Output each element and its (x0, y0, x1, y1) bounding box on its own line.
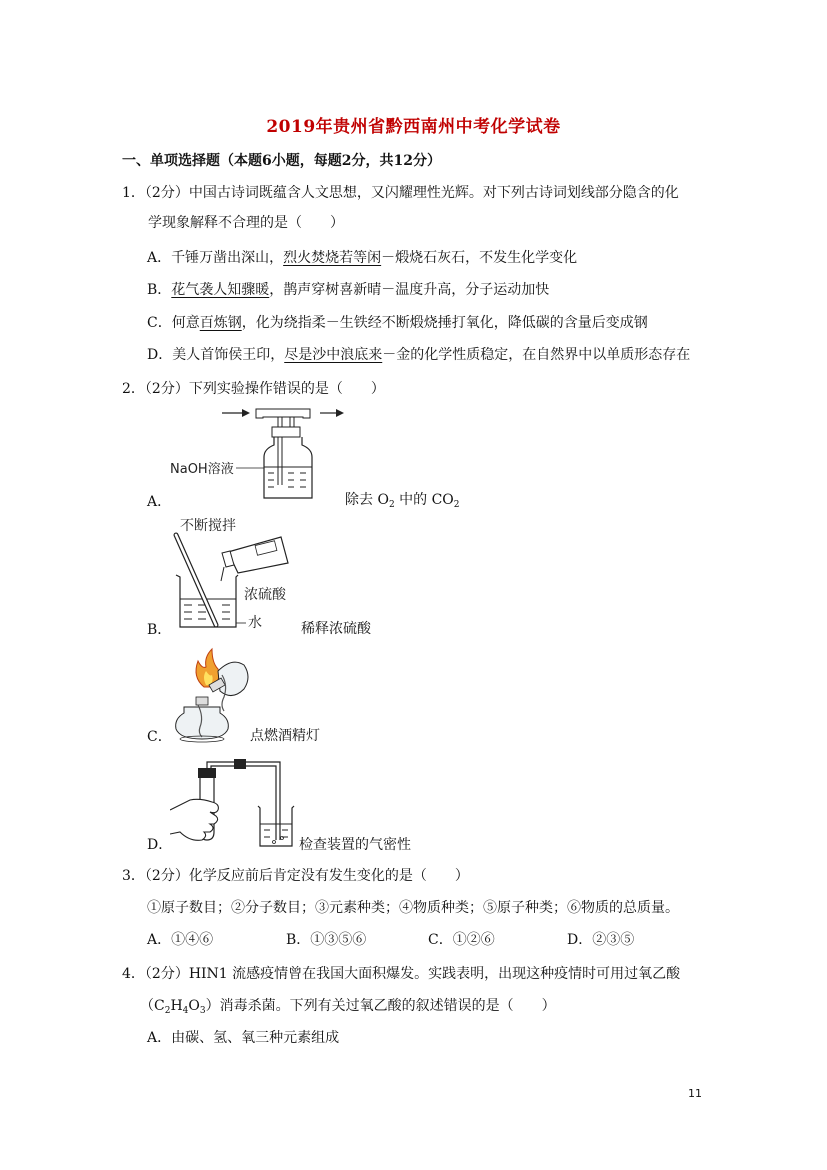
underlined-text: 百炼钢 (199, 315, 242, 331)
option-label: B． (147, 282, 172, 298)
alcohol-lamp-figure (162, 645, 252, 745)
q1-option-b (147, 280, 549, 300)
option-label: A． (147, 250, 172, 266)
q2-option-b-label: B． (147, 622, 172, 638)
acid-label: 浓硫酸 (244, 587, 286, 603)
section-heading: 一、单项选择题（本题6小题，每题2分，共12分） (122, 153, 441, 169)
option-text: ，鹊声穿树喜新晴－温度升高，分子运动加快 (269, 282, 550, 298)
q1-option-c (147, 313, 648, 333)
exam-title: 2019年贵州省黔西南州中考化学试卷 (266, 117, 561, 137)
q2-option-a-caption: 除去 $O_2$ 中的 $CO_2$ (345, 492, 460, 510)
option-text: 美人首饰侯王印， (172, 347, 285, 363)
option-text: 何意 (171, 315, 200, 331)
q3-option-c: C．①②⑥ (428, 932, 495, 948)
airtightness-check-figure (170, 758, 298, 850)
q1-option-a (147, 248, 577, 268)
option-label: D． (147, 347, 173, 363)
stir-label: 不断搅拌 (180, 518, 236, 534)
q2-option-c-label: C． (147, 729, 172, 745)
q2-option-b-caption: 稀释浓硫酸 (301, 621, 371, 637)
q3-option-b: B．①③⑤⑥ (286, 932, 367, 948)
gas-washing-bottle-figure (160, 405, 345, 505)
q2-option-d-caption: 检查装置的气密性 (299, 837, 411, 853)
q1-option-d (147, 345, 690, 365)
q2-option-c-caption: 点燃酒精灯 (250, 728, 320, 744)
option-text: 千锤万凿出深山， (171, 250, 284, 266)
q3-option-d: D．②③⑤ (567, 932, 635, 948)
q3-items: ①原子数目；②分子数目；③元素种类；④物质种类；⑤原子种类；⑥物质的总质量。 (147, 900, 679, 916)
dilute-sulfuric-acid-figure (166, 515, 301, 635)
q1-stem-line2: 学现象解释不合理的是（ ） (148, 215, 344, 231)
option-label: C． (147, 315, 172, 331)
option-text: －金的化学性质稳定，在自然界中以单质形态存在 (382, 347, 691, 363)
naoh-solution-label: NaOH溶液 (170, 462, 234, 477)
underlined-text: 尽是沙中浪底来 (284, 347, 383, 363)
option-text: －煅烧石灰石，不发生化学变化 (381, 250, 578, 266)
q3-option-a: A．①④⑥ (147, 932, 214, 948)
option-text: ，化为绕指柔－生铁经不断煅烧捶打氧化，降低碳的含量后变成钢 (241, 315, 648, 331)
formula: $(C_2H_4O_3)$ (140, 998, 220, 1016)
underlined-text: 花气袭人知骤暖 (171, 282, 270, 298)
underlined-text: 烈火焚烧若等闲 (283, 250, 382, 266)
water-label: 水 (248, 615, 262, 631)
q3-stem: 3．（2分）化学反应前后肯定没有发生变化的是（ ） (122, 868, 469, 884)
q2-stem: 2．（2分）下列实验操作错误的是（ ） (122, 381, 385, 397)
q4-stem-line2: $(C_2H_4O_3)$消毒杀菌。下列有关过氧乙酸的叙述错误的是（ ） (140, 998, 556, 1016)
q2-option-d-label: D． (147, 837, 173, 853)
q1-stem-line1: 1．（2分）中国古诗词既蕴含人文思想，又闪耀理性光辉。对下列古诗词划线部分隐含的化 (122, 185, 679, 201)
q4-stem-line1: 4．（2分）HIN1 流感疫情曾在我国大面积爆发。实践表明，出现这种疫情时可用过氧乙酸 (122, 966, 681, 982)
q2-option-a-label: A． (147, 494, 172, 510)
q4-option-a: A．由碳、氢、氧三种元素组成 (147, 1030, 340, 1046)
page-number: 11 (688, 1087, 702, 1100)
